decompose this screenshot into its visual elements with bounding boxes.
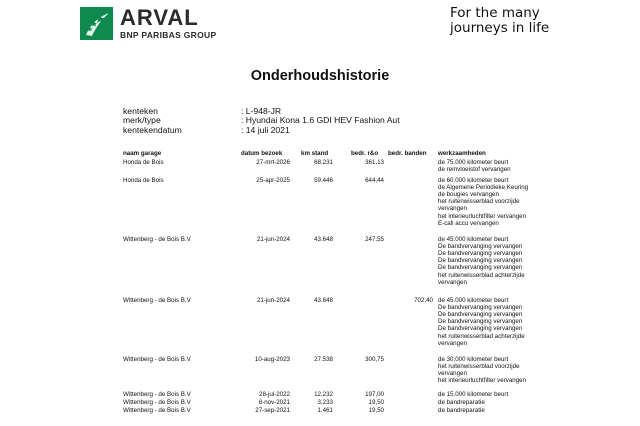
cell-garage: Wittenberg - de Bois B.V — [123, 356, 191, 363]
cell-ro: 361,13 — [365, 159, 384, 166]
work-item: de remvloeistof vervangen — [438, 166, 511, 174]
brand-group: BNP PARIBAS GROUP — [120, 30, 217, 40]
work-item: De bandvervanging vervangen — [438, 243, 523, 251]
cell-garage: Wittenberg - de Bois B.V — [123, 236, 191, 243]
work-item: E-call accu vervangen — [438, 219, 499, 227]
cell-ro: 19,50 — [368, 407, 384, 414]
tagline-line-1: For the many — [450, 5, 540, 21]
work-item: de 75.000 kilometer beurt — [438, 159, 509, 166]
cell-date: 8-nov-2021 — [258, 399, 290, 406]
work-item: het interieurluchtfilter vervangen — [438, 212, 527, 220]
cell-km: 27.538 — [314, 356, 333, 363]
cell-ro: 247,55 — [365, 236, 384, 243]
work-item: De bandvervanging vervangen — [438, 311, 523, 319]
cell-km: 59.446 — [314, 177, 333, 184]
vehicle-label: kentekendatum — [123, 124, 182, 135]
work-item: vervangen — [438, 278, 467, 286]
brand-tagline — [450, 6, 560, 36]
work-item: De bandvervanging vervangen — [438, 250, 523, 258]
work-item: het interieurluchtfilter vervangen — [438, 377, 527, 385]
cell-km: 1.461 — [317, 407, 333, 414]
brand-name: ARVAL — [120, 5, 199, 30]
cell-garage: Wittenberg - de Bois B.V — [123, 391, 191, 398]
cell-date: 21-jun-2024 — [256, 236, 290, 243]
document-title: Onderhoudshistorie — [250, 68, 390, 84]
work-item: het ruitenwisserblad voorzijde — [438, 198, 520, 206]
work-item: de bandreparatie — [438, 407, 485, 414]
vehicle-value: : 14 juli 2021 — [241, 124, 290, 135]
work-item: De bandvervanging vervangen — [438, 257, 523, 265]
work-item: vervangen — [438, 339, 467, 347]
work-item: de 45.000 kilometer beurt — [438, 236, 509, 243]
work-item: de 15.000 kilometer beurt — [438, 391, 509, 398]
cell-date: 21-jun-2024 — [256, 297, 290, 304]
work-item: de 60.000 kilometer beurt — [438, 177, 509, 184]
cell-km: 43.648 — [314, 297, 333, 304]
cell-garage: Honda de Bois — [123, 159, 164, 166]
cell-date: 10-aug-2023 — [254, 356, 290, 363]
column-header-date: datum bezoek — [241, 150, 283, 157]
work-item: de Algemene Periodieke Keuring — [438, 184, 529, 192]
work-item: De bandvervanging vervangen — [438, 304, 523, 312]
cell-date: 28-jul-2022 — [259, 391, 290, 398]
column-header-km: km stand — [301, 150, 329, 157]
work-item: de 30.000 kilometer beurt — [438, 356, 509, 363]
work-item: vervangen — [438, 205, 467, 213]
cell-ro: 300,75 — [365, 356, 384, 363]
cell-km: 12.232 — [314, 391, 333, 398]
cell-ro: 19,50 — [368, 399, 384, 406]
cell-garage: Wittenberg - de Bois B.V — [123, 407, 191, 414]
tagline-line-2: journeys in life — [450, 20, 550, 36]
work-item: de bougies vervangen — [438, 191, 499, 199]
cell-date: 27-sep-2021 — [255, 407, 290, 414]
cell-km: 3.233 — [317, 399, 333, 406]
work-item: vervangen — [438, 370, 467, 378]
vehicle-value: : L-948-JR — [241, 106, 282, 116]
cell-garage: Wittenberg - de Bois B.V — [123, 297, 191, 304]
cell-km: 68.231 — [314, 159, 333, 166]
vehicle-label: kenteken — [123, 106, 158, 116]
cell-ro: 644,44 — [365, 177, 384, 184]
vehicle-label: merk/type — [123, 115, 161, 126]
work-item: de bandreparatie — [438, 399, 485, 406]
vehicle-value: : Hyundai Kona 1.6 GDI HEV Fashion Aut — [241, 115, 400, 126]
cell-date: 27-mrt-2026 — [256, 159, 290, 166]
column-header-garage: naam garage — [123, 150, 162, 157]
work-item: het ruitenwisserblad achterzijde — [438, 271, 525, 279]
cell-ro: 197,00 — [365, 391, 384, 398]
work-item: het ruitenwisserblad achterzijde — [438, 332, 525, 340]
work-item: De bandvervanging vervangen — [438, 264, 523, 272]
cell-km: 43.648 — [314, 236, 333, 243]
cell-garage: Honda de Bois — [123, 177, 164, 184]
column-header-work: werkzaamheden — [438, 150, 486, 157]
arval-logo — [80, 7, 280, 43]
column-header-ro: bedr. r&o — [351, 150, 379, 157]
cell-tires: 702,40 — [414, 297, 433, 304]
work-item: De bandvervanging vervangen — [438, 325, 523, 333]
work-item: De bandvervanging vervangen — [438, 318, 523, 326]
cell-date: 25-apr-2025 — [256, 177, 290, 184]
column-header-tires: bedr. banden — [388, 150, 427, 157]
work-item: de 45.000 kilometer beurt — [438, 297, 509, 304]
cell-garage: Wittenberg - de Bois B.V — [123, 399, 191, 406]
bnp-stars-icon — [80, 7, 113, 40]
work-item: het ruitenwisserblad voorzijde — [438, 363, 520, 371]
